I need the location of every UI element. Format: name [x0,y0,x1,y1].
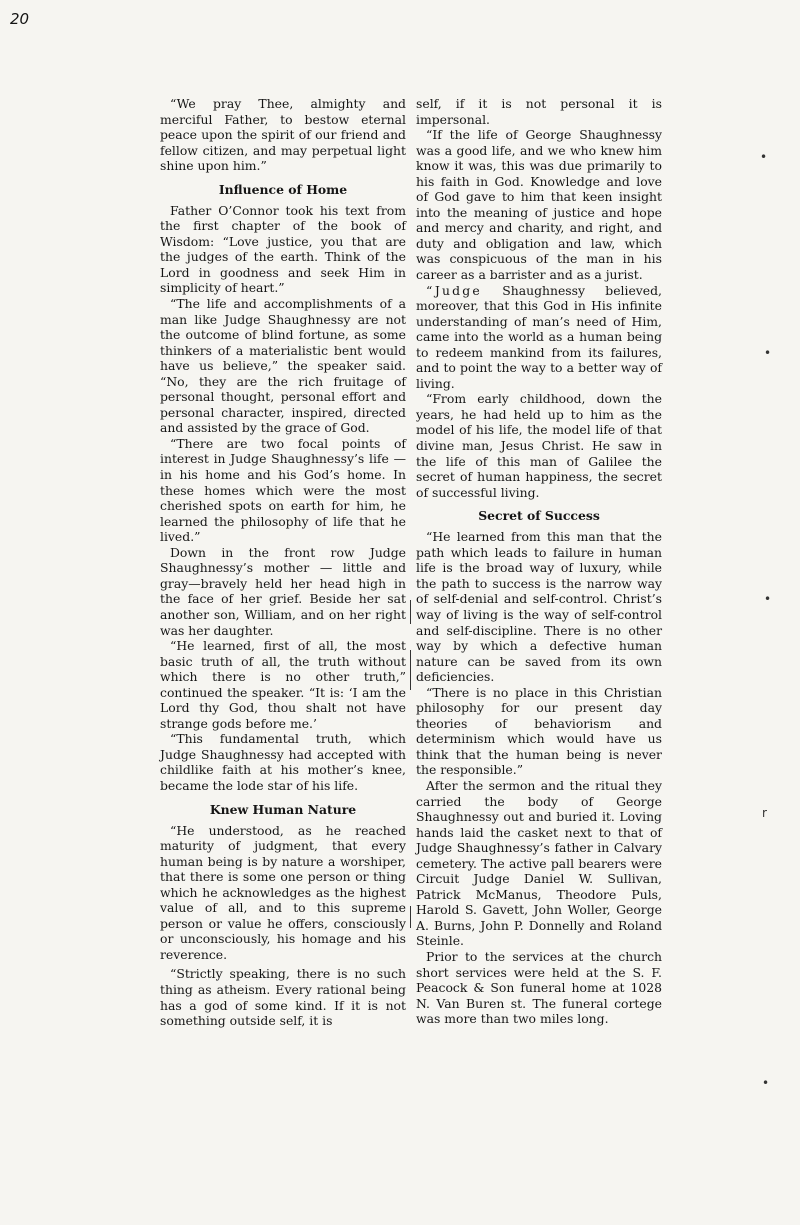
paragraph: “This fundamental truth, which Judge Shaughnessy had accepted with childlike faith at his mother’s knee, became the lode star of his life. [160,731,406,793]
paragraph: “If the life of George Shaughnessy was a good life, and we who knew him know it was, this was due primarily to his faith in God. Knowledge and love of God gave to him that keen insight into the meaning of justice and hope and mercy and charity, and right, and duty and obligation and law, which was conspicuous of the man in his career as a barrister and as a jurist. [416,127,662,283]
margin-mark: • [760,150,768,164]
paragraph: “There are two focal points of interest in Judge Shaughnessy’s life —in his home and his God’s home. In these homes which were the most cherished spots on earth for him, he learned the philosophy of life that he lived.” [160,435,406,545]
left-column [160,96,406,1029]
paragraph-text: Shaughnessy believed, moreover, that this God in His infinite understanding of man’s need of Him, came into the world as a human being to redeem mankind from its failures, and to point the way to a better way of living. [416,282,662,391]
margin-mark: • [764,346,772,360]
paragraph: “He understood, as he reached maturity of judgment, that every human being is by nature a worshiper, that there is some one person or thing which he acknowledges as the highest value of all, and to this supreme person or value he offers, consciously or unconsciously, his homage and his reverence. [160,822,406,962]
paragraph: Father O’Connor took his text from the first chapter of the book of Wisdom: “Love justice, you that are the judges of the earth. Think of the Lord in goodness and seek Him in simplicity of heart.” [160,202,406,296]
page-number: 20 [10,10,30,28]
paragraph: “He learned from this man that the path which leads to failure in human life is the broad way of luxury, while the path to success is the narrow way of self-denial and self-control. Christ’s way of living is the way of self-control and self-discipline. There is no other way by which a defective human nature can be saved from its own deficiencies. [416,529,662,685]
subheading-influence-of-home: Influence of Home [218,181,348,197]
paragraph: “From early childhood, down the years, he had held up to him as the model of his life, the model life of that divine man, Jesus Christ. He saw in the life of this man of Galilee the secret of human happiness, the secret of successful living. [416,391,662,500]
margin-mark: • [764,592,772,606]
paragraph: Prior to the services at the church short services were held at the S. F. Peacock & Son funeral home at 1028 N. Van Buren st. The funeral cortege was more than two miles long. [416,948,662,1027]
paragraph: After the sermon and the ritual they carried the body of George Shaughnessy out and buried it. Loving hands laid the casket next to that of Judge Shaughnessy’s father in Calvary cemetery. The active pall bearers were Circuit Judge Daniel W. Sullivan, Patrick McManus, Theodore Puls, Harold S. Gavett, John Woller, George A. Burns, John P. Donnelly and Roland Steinle. [416,777,662,949]
subheading-secret-of-success: Secret of Success [478,508,600,524]
paragraph: “Strictly speaking, there is no such thing as atheism. Every rational being has a god of some kind. If it is not something outside self, it is [160,966,406,1029]
paragraph: Down in the front row Judge Shaughnessy’s mother — little and gray—bravely held her head high in the face of her grief. Beside her sat another son, William, and on her right was her daughter. [160,544,406,638]
column-rule [410,906,411,928]
paragraph: “He learned, first of all, the most basic truth of all, the truth without which there is no other truth,” continued the speaker. “It is: ‘I am the Lord thy God, thou shalt not have strange gods before me.’ [160,638,406,731]
subheading-knew-human-nature: Knew Human Nature [209,801,357,817]
spaced-word: “Judge [426,282,482,298]
margin-mark: r [762,806,767,820]
paragraph: “The life and accomplishments of a man like Judge Shaughnessy are not the outcome of blind fortune, as some thinkers of a materialistic bent would have us believe,” the speaker said. “No, they are the rich fruitage of personal thought, personal effort and personal character, inspired, directed and assisted by the grace of God. [160,296,406,436]
paragraph: “We pray Thee, almighty and merciful Father, to bestow eternal peace upon the spirit of our friend and fellow citizen, and may perpetual light shine upon him.” [160,96,406,174]
column-rule [410,600,411,624]
column-rule [410,650,411,690]
right-column [416,96,662,1027]
margin-mark: • [762,1076,770,1090]
paragraph [416,283,662,392]
paragraph: self, if it is not personal it is impersonal. [416,96,662,127]
paragraph: “There is no place in this Christian philosophy for our present day theories of behaviorism and determinism which would have us think that the human being is never the responsible.” [416,684,662,778]
